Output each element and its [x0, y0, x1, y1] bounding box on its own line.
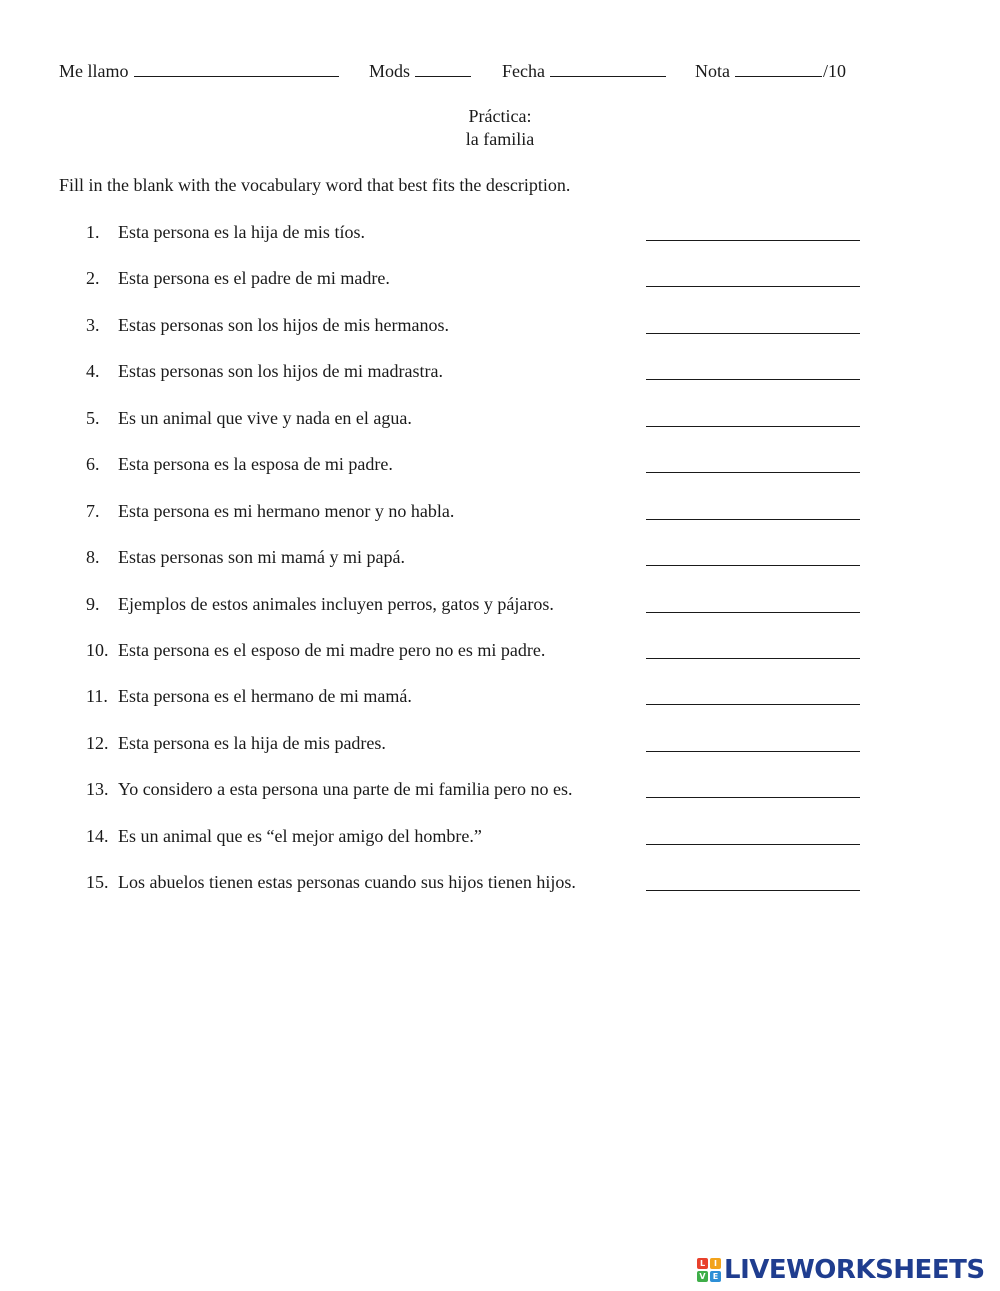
question-text: Esta persona es la hija de mis padres. — [118, 733, 386, 753]
grade-label: Nota — [695, 61, 730, 81]
answer-blank[interactable] — [646, 704, 860, 705]
answer-blank[interactable] — [646, 612, 860, 613]
logo-blocks-icon: L I V E — [697, 1258, 721, 1282]
answer-blank[interactable] — [646, 426, 860, 427]
question-item — [0, 222, 1000, 246]
question-text: Estas personas son mi mamá y mi papá. — [118, 547, 405, 567]
question-number: 8. — [86, 547, 100, 567]
mods-field — [369, 58, 471, 82]
name-blank[interactable] — [134, 58, 339, 77]
question-text: Es un animal que vive y nada en el agua. — [118, 408, 412, 428]
liveworksheets-logo — [697, 1256, 985, 1284]
grade-suffix: /10 — [823, 61, 847, 81]
answer-blank[interactable] — [646, 333, 860, 334]
question-text: Es un animal que es “el mejor amigo del hombre.” — [118, 826, 482, 846]
answer-blank[interactable] — [646, 379, 860, 380]
question-item — [0, 501, 1000, 525]
answer-blank[interactable] — [646, 472, 860, 473]
name-label: Me llamo — [59, 61, 129, 81]
question-number: 9. — [86, 594, 100, 614]
question-text: Esta persona es el hermano de mi mamá. — [118, 686, 412, 706]
answer-blank[interactable] — [646, 844, 860, 845]
grade-blank[interactable] — [735, 58, 822, 77]
question-number: 1. — [86, 222, 100, 242]
question-text: Esta persona es el padre de mi madre. — [118, 268, 390, 288]
question-text: Esta persona es la esposa de mi padre. — [118, 454, 393, 474]
question-text: Esta persona es la hija de mis tíos. — [118, 222, 365, 242]
mods-label: Mods — [369, 61, 411, 81]
question-number: 13. — [86, 779, 109, 799]
question-item — [0, 826, 1000, 850]
logo-text: LIVEWORKSHEETS — [724, 1255, 985, 1285]
question-number: 12. — [86, 733, 109, 753]
answer-blank[interactable] — [646, 286, 860, 287]
question-number: 10. — [86, 640, 109, 660]
answer-blank[interactable] — [646, 565, 860, 566]
answer-blank[interactable] — [646, 519, 860, 520]
question-item — [0, 268, 1000, 292]
question-number: 7. — [86, 501, 100, 521]
question-number: 4. — [86, 361, 100, 381]
instructions: Fill in the blank with the vocabulary word that best fits the description. — [59, 175, 571, 195]
question-number: 15. — [86, 872, 109, 892]
question-text: Esta persona es mi hermano menor y no habla. — [118, 501, 455, 521]
question-item — [0, 361, 1000, 385]
question-item — [0, 872, 1000, 896]
answer-blank[interactable] — [646, 658, 860, 659]
mods-blank[interactable] — [415, 58, 471, 77]
name-field — [59, 58, 339, 82]
question-text: Yo considero a esta persona una parte de mi familia pero no es. — [118, 779, 573, 799]
date-blank[interactable] — [550, 58, 666, 77]
question-text: Estas personas son los hijos de mi madrastra. — [118, 361, 443, 381]
question-item — [0, 547, 1000, 571]
grade-field — [695, 58, 846, 82]
question-number: 6. — [86, 454, 100, 474]
question-text: Estas personas son los hijos de mis hermanos. — [118, 315, 449, 335]
question-item — [0, 779, 1000, 803]
question-item — [0, 454, 1000, 478]
question-item — [0, 640, 1000, 664]
question-number: 2. — [86, 268, 100, 288]
worksheet-title: Práctica: — [468, 106, 532, 126]
question-text: Ejemplos de estos animales incluyen perros, gatos y pájaros. — [118, 594, 554, 614]
question-number: 11. — [86, 686, 108, 706]
question-number: 3. — [86, 315, 100, 335]
answer-blank[interactable] — [646, 751, 860, 752]
question-item — [0, 594, 1000, 618]
question-item — [0, 408, 1000, 432]
header-row — [59, 58, 939, 84]
date-label: Fecha — [502, 61, 545, 81]
date-field — [502, 58, 666, 82]
question-item — [0, 686, 1000, 710]
answer-blank[interactable] — [646, 240, 860, 241]
question-item — [0, 315, 1000, 339]
answer-blank[interactable] — [646, 797, 860, 798]
question-item — [0, 733, 1000, 757]
question-number: 14. — [86, 826, 109, 846]
question-text: Esta persona es el esposo de mi madre pero no es mi padre. — [118, 640, 546, 660]
question-number: 5. — [86, 408, 100, 428]
question-text: Los abuelos tienen estas personas cuando sus hijos tienen hijos. — [118, 872, 576, 892]
answer-blank[interactable] — [646, 890, 860, 891]
worksheet-subtitle: la familia — [465, 129, 535, 149]
